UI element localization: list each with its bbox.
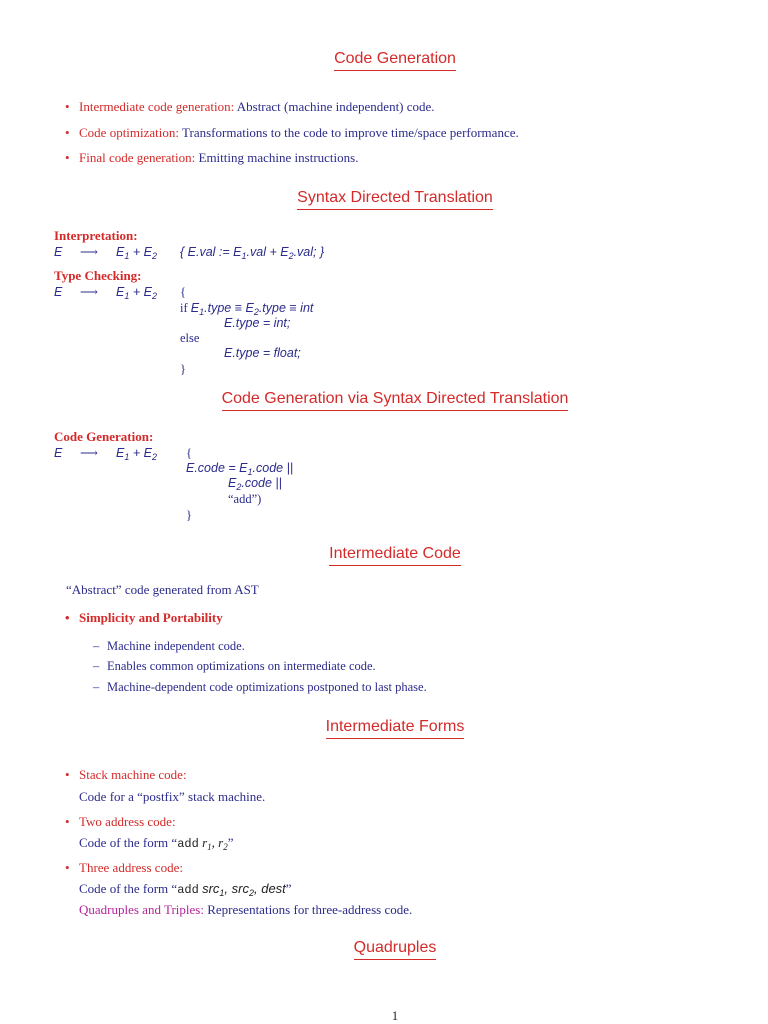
three-address-desc: Code of the form “add src$_1$, src$_2$, dest”	[79, 881, 292, 898]
bullet-two-address-code: Two address code:	[79, 814, 176, 829]
subitem-machine-dependent: Machine-dependent code optimizations postponed to last phase.	[107, 680, 427, 694]
intermediate-intro: “Abstract” code generated from AST	[66, 582, 259, 597]
bullet-intermediate-code-generation: Intermediate code generation: Abstract (machine independent) code.	[79, 99, 435, 114]
grammar-lhs-2: E	[54, 285, 63, 299]
bullet-simplicity-portability: Simplicity and Portability	[79, 610, 223, 625]
bullet-final-code-generation: Final code generation: Emitting machine instructions.	[79, 150, 359, 165]
heading-code-generation-sdt: Code Generation via Syntax Directed Translation	[11, 390, 768, 408]
grammar-arrow: ⟶	[80, 244, 98, 259]
subitem-machine-independent: Machine independent code.	[107, 639, 245, 653]
type-checking-label: Type Checking:	[54, 268, 142, 283]
heading-code-generation: Code Generation	[11, 50, 768, 68]
type-close-brace: }	[180, 362, 186, 376]
bullet-three-address-code: Three address code:	[79, 860, 183, 875]
two-address-desc: Code of the form “add $r_1$, $r_2$”	[79, 835, 234, 852]
grammar-lhs-3: E	[54, 446, 63, 460]
cg-code-line-3: “add”)	[228, 492, 262, 506]
code-generation-label: Code Generation:	[54, 429, 154, 444]
interpretation-rule: { E.val := $E_1.val + E_2.val$; }	[180, 245, 325, 261]
cg-close-brace: }	[186, 508, 192, 522]
quadruples-triples-note: Quadruples and Triples: Representations for three-address code.	[79, 902, 413, 917]
cg-code-line-2: $E_2.code$ ||	[228, 476, 282, 492]
heading-intermediate-code: Intermediate Code	[11, 545, 768, 563]
heading-quadruples: Quadruples	[11, 939, 768, 957]
grammar-rhs-3: $E_1 + E_2$	[116, 446, 157, 462]
page-number: 1	[391, 1009, 399, 1023]
grammar-lhs: E	[54, 245, 63, 259]
grammar-rhs-2: $E_1 + E_2$	[116, 285, 157, 301]
grammar-rhs: $E_1 + E_2$	[116, 245, 157, 261]
type-float-assign: E.type = float;	[224, 346, 301, 360]
cg-open-brace: {	[186, 446, 192, 460]
grammar-arrow-3: ⟶	[80, 445, 98, 460]
type-else: else	[180, 331, 200, 345]
subitem-common-optimizations: Enables common optimizations on intermediate code.	[107, 659, 376, 673]
stack-machine-desc: Code for a “postfix” stack machine.	[79, 789, 266, 804]
type-if-line: if $E_1.type$ ≡ $E_2.type$ ≡ int	[180, 301, 314, 317]
type-open-brace: {	[180, 285, 186, 299]
bullet-code-optimization: Code optimization: Transformations to the code to improve time/space performance.	[79, 125, 519, 140]
heading-syntax-directed-translation: Syntax Directed Translation	[11, 189, 768, 207]
type-int-assign: E.type = int;	[224, 316, 291, 330]
cg-code-line-1: E.code = $E_1.code$ ||	[186, 461, 294, 477]
bullet-stack-machine-code: Stack machine code:	[79, 767, 187, 782]
grammar-arrow-2: ⟶	[80, 284, 98, 299]
heading-intermediate-forms: Intermediate Forms	[11, 718, 768, 736]
interpretation-label: Interpretation:	[54, 228, 138, 243]
